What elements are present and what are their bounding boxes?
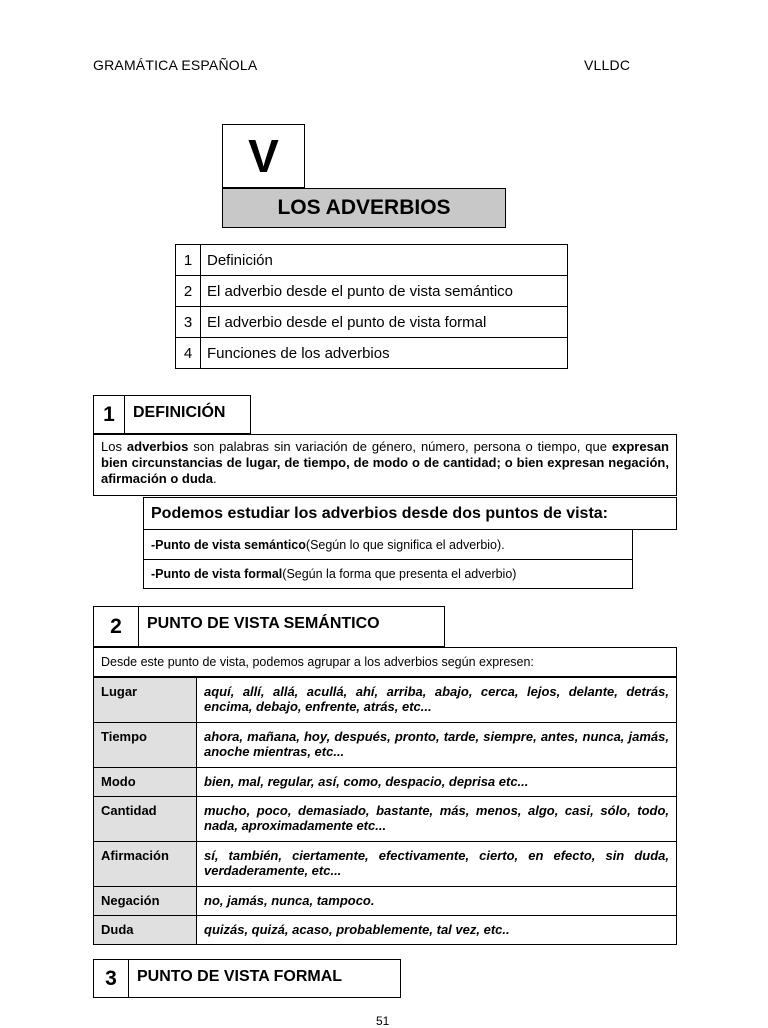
study-item-label: -Punto de vista formal [151, 567, 283, 581]
chapter-title: LOS ADVERBIOS [222, 188, 506, 228]
chapter-number: V [222, 124, 305, 188]
definition-highlight: expresan bien circunstancias de lugar, de tiempo, de modo o de cantidad; o bien expresan negación, afirmación o duda [101, 439, 669, 486]
toc-label: El adverbio desde el punto de vista formal [201, 307, 568, 338]
semantic-row [94, 678, 677, 723]
adverb-category: Tiempo [94, 723, 197, 768]
table-of-contents [175, 244, 568, 369]
semantic-row [94, 887, 677, 916]
definition-text: Los [101, 439, 127, 454]
toc-label: El adverbio desde el punto de vista semántico [201, 276, 568, 307]
toc-row [176, 307, 568, 338]
adverb-category: Cantidad [94, 797, 197, 842]
toc-label: Funciones de los adverbios [201, 338, 568, 369]
adverb-category: Modo [94, 768, 197, 797]
semantic-row [94, 768, 677, 797]
toc-row [176, 338, 568, 369]
adverb-examples: aquí, allí, allá, acullá, ahí, arriba, abajo, cerca, lejos, delante, detrás, encima, debajo, enfrente, atrás, etc... [197, 678, 677, 723]
adverb-examples: sí, también, ciertamente, efectivamente, cierto, en efecto, sin duda, verdaderamente, etc... [197, 842, 677, 887]
semantic-row [94, 916, 677, 945]
section-title: PUNTO DE VISTA FORMAL [129, 959, 401, 998]
adverb-examples: bien, mal, regular, así, como, despacio, deprisa etc... [197, 768, 677, 797]
toc-number: 1 [176, 245, 201, 276]
page-number: 51 [376, 1014, 390, 1028]
section-title: PUNTO DE VISTA SEMÁNTICO [139, 606, 445, 647]
study-heading: Podemos estudiar los adverbios desde dos puntos de vista: [143, 497, 677, 530]
semantic-row [94, 842, 677, 887]
adverb-examples: mucho, poco, demasiado, bastante, más, menos, algo, casi, sólo, todo, nada, aproximadamente etc... [197, 797, 677, 842]
study-item [143, 560, 633, 589]
study-item-desc: (Según lo que significa el adverbio). [305, 537, 505, 552]
semantic-row [94, 797, 677, 842]
semantic-row [94, 723, 677, 768]
header-author: VLLDC [584, 57, 631, 73]
study-item [143, 530, 633, 560]
definition-text: son palabras sin variación de género, número, persona o tiempo, que [188, 439, 612, 454]
adverb-examples: ahora, mañana, hoy, después, pronto, tarde, siempre, antes, nunca, jamás, anoche mientras, etc... [197, 723, 677, 768]
adverb-category: Duda [94, 916, 197, 945]
adverb-examples: no, jamás, nunca, tampoco. [197, 887, 677, 916]
section-number: 2 [93, 606, 139, 647]
header-book-title: GRAMÁTICA ESPAÑOLA [93, 57, 258, 73]
definition-term: adverbios [126, 439, 189, 454]
adverb-category: Lugar [94, 678, 197, 723]
semantic-table [93, 677, 677, 945]
study-item-desc: (Según la forma que presenta el adverbio) [282, 567, 517, 581]
toc-number: 2 [176, 276, 201, 307]
semantic-intro: Desde este punto de vista, podemos agrupar a los adverbios según expresen: [93, 647, 677, 677]
toc-row [176, 276, 568, 307]
section-title: DEFINICIÓN [125, 395, 251, 434]
definition-text: . [212, 471, 217, 486]
section-number: 1 [93, 395, 125, 434]
definition-paragraph [93, 434, 677, 496]
section-number: 3 [93, 959, 129, 998]
toc-number: 4 [176, 338, 201, 369]
study-item-label: -Punto de vista semántico [151, 537, 306, 552]
adverb-category: Afirmación [94, 842, 197, 887]
toc-row [176, 245, 568, 276]
toc-number: 3 [176, 307, 201, 338]
adverb-category: Negación [94, 887, 197, 916]
adverb-examples: quizás, quizá, acaso, probablemente, tal vez, etc.. [197, 916, 677, 945]
toc-label: Definición [201, 245, 568, 276]
